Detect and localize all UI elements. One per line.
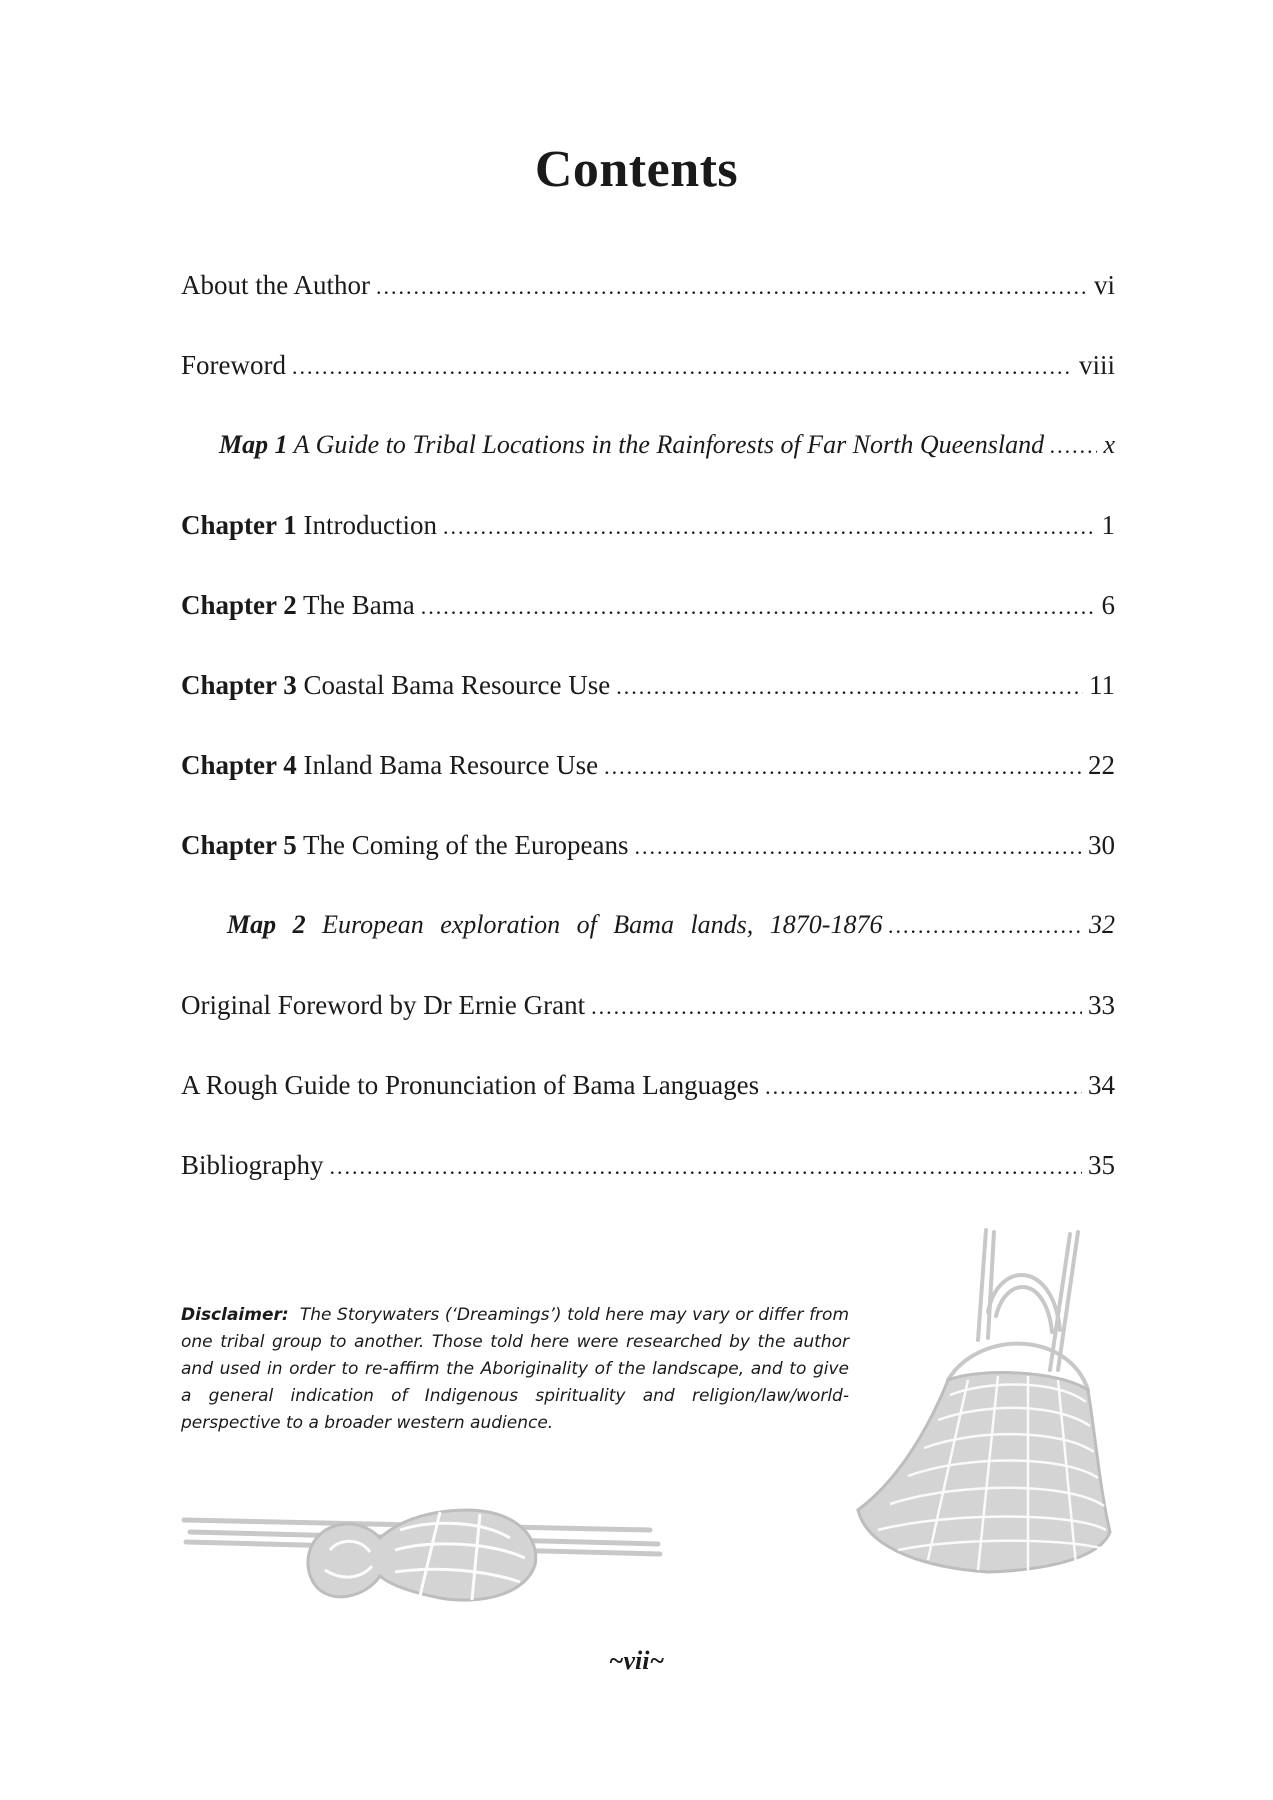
toc-entry-label (227, 910, 882, 940)
toc-entry-label: Foreword (181, 350, 286, 380)
toc-entry-label: A Rough Guide to Pronunciation of Bama Languages (181, 1070, 760, 1100)
toc-entry-label: Bibliography (181, 1150, 324, 1180)
toc-entry-page: 35 (1088, 1150, 1115, 1180)
disclaimer-text: The Storywaters (‘Dreamings’) told here may vary or differ from one tribal group to another. Those told here were researched by the author and used in order to re-affirm the Aboriginality of the landscape, and to give a general indication of Indigenous spirituality and religion/law/world-perspective to a broader western audience. (181, 1305, 850, 1433)
toc-entry-page: 33 (1088, 990, 1115, 1020)
toc-entry-page: 22 (1088, 750, 1115, 780)
toc-entry-about-author[interactable] (181, 270, 1115, 350)
toc-entry-pronunciation-guide[interactable] (181, 1070, 1115, 1150)
toc-entry-prefix: Chapter 2 (181, 590, 297, 620)
dilly-bag-illustration (838, 1220, 1118, 1580)
leader-dots (765, 1074, 1082, 1100)
table-of-contents (181, 270, 1115, 1230)
toc-entry-foreword[interactable] (181, 350, 1115, 430)
leader-dots (421, 594, 1096, 620)
disclaimer-heading: Disclaimer: (181, 1305, 289, 1325)
leader-dots (888, 913, 1083, 939)
toc-entry-prefix: Chapter 3 (181, 670, 297, 700)
leader-dots (330, 1154, 1083, 1180)
leader-dots (1050, 433, 1097, 459)
toc-entry-label (181, 510, 437, 541)
toc-entry-page: 34 (1088, 1070, 1115, 1100)
toc-entry-chapter-2[interactable] (181, 590, 1115, 670)
leader-dots (443, 514, 1096, 540)
toc-entry-original-foreword[interactable] (181, 990, 1115, 1070)
leader-dots (292, 354, 1073, 380)
toc-entry-text: Inland Bama Resource Use (296, 750, 599, 780)
toc-entry-page: vi (1093, 270, 1115, 300)
toc-entry-chapter-5[interactable] (181, 830, 1115, 910)
toc-entry-page: 11 (1089, 670, 1115, 700)
toc-entry-text: The Coming of the Europeans (296, 830, 629, 860)
toc-entry-prefix: Map 1 (219, 430, 288, 459)
toc-entry-label (181, 590, 415, 621)
toc-entry-label: About the Author (181, 270, 370, 300)
toc-entry-text: Coastal Bama Resource Use (296, 670, 611, 700)
toc-entry-text: European exploration of Bama lands, 1870-1876 (305, 910, 883, 939)
toc-entry-prefix: Map 2 (227, 910, 306, 939)
toc-entry-page: 30 (1088, 830, 1115, 860)
leader-dots (604, 754, 1082, 780)
toc-entry-page: viii (1078, 350, 1115, 380)
toc-entry-prefix: Chapter 1 (181, 510, 297, 540)
toc-entry-page: 1 (1101, 510, 1115, 540)
leader-dots (376, 274, 1088, 300)
toc-entry-page: x (1103, 430, 1115, 459)
page-number: ~vii~ (608, 1646, 665, 1675)
toc-entry-chapter-1[interactable] (181, 510, 1115, 590)
toc-entry-text: The Bama (296, 590, 415, 620)
toc-entry-prefix: Chapter 4 (181, 750, 297, 780)
toc-entry-text: Introduction (296, 510, 437, 540)
toc-entry-prefix: Chapter 5 (181, 830, 297, 860)
toc-entry-bibliography[interactable] (181, 1150, 1115, 1230)
toc-entry-text: A Guide to Tribal Locations in the Rainforests of Far North Queensland (287, 430, 1045, 459)
toc-entry-label (181, 670, 610, 701)
page-title: Contents (534, 141, 739, 198)
disclaimer (181, 1302, 849, 1437)
leader-dots (616, 674, 1083, 700)
leader-dots (591, 994, 1082, 1020)
shield-illustration (180, 1480, 675, 1615)
toc-entry-chapter-3[interactable] (181, 670, 1115, 750)
toc-entry-label (181, 750, 598, 781)
toc-entry-chapter-4[interactable] (181, 750, 1115, 830)
leader-dots (634, 834, 1082, 860)
toc-entry-label: Original Foreword by Dr Ernie Grant (181, 990, 586, 1020)
toc-entry-map-2[interactable] (181, 910, 1115, 990)
toc-entry-label (181, 830, 628, 861)
toc-entry-page: 32 (1089, 910, 1115, 939)
toc-entry-map-1[interactable] (181, 430, 1115, 510)
toc-entry-label (219, 430, 1044, 460)
toc-entry-page: 6 (1101, 590, 1115, 620)
